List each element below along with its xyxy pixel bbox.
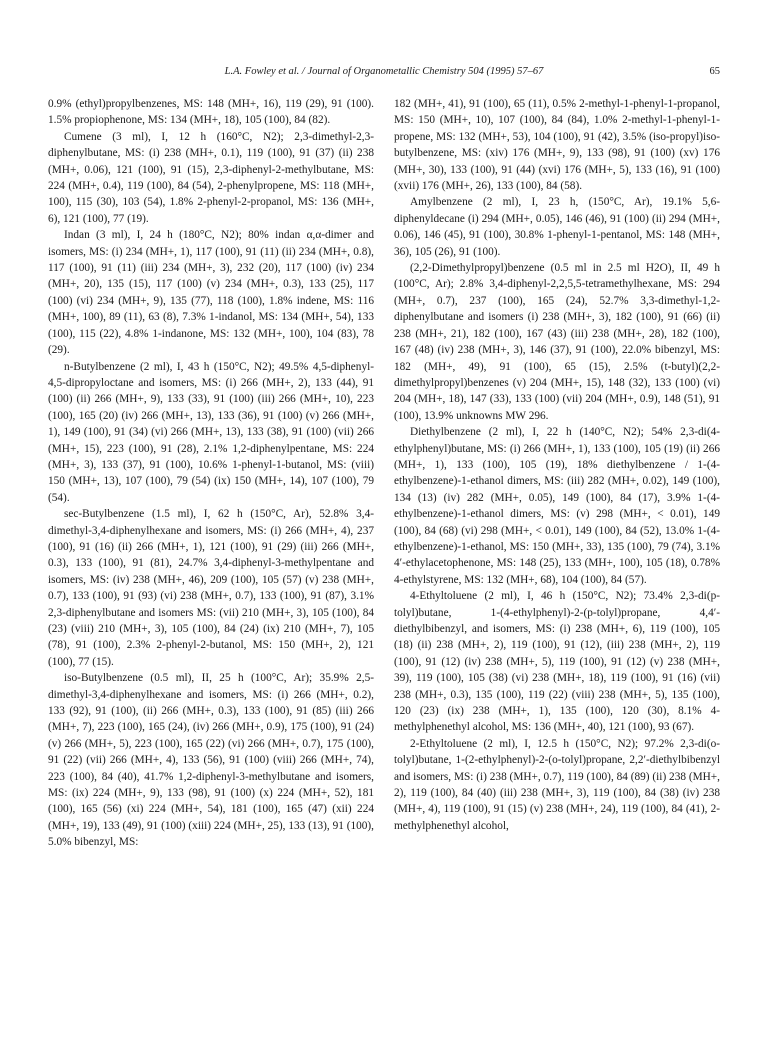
paragraph: Cumene (3 ml), I, 12 h (160°C, N2); 2,3-dimethyl-2,3-diphenylbutane, MS: (i) 238 (MH+, 0.1), 119 (100), 91 (37) (ii) 238 (MH+, 0.06), 121 (100), 91 (15), 2,3-diphenyl-2-methylbutane, MS: 224 (MH+, 0.4), 119 (100), 84 (54), 2-phenylpropene, MS: 118 (MH+, 100), 115 (30), 103 (54), 1.8% 2-phenyl-2-propanol, MS: 136 (MH+, 6), 121 (100), 77 (19). <box>48 130 374 225</box>
paragraph: 182 (MH+, 41), 91 (100), 65 (11), 0.5% 2-methyl-1-phenyl-1-propanol, MS: 150 (MH+, 10), 107 (100), 84 (84), 1.0% 2-methyl-1-phenyl-1-propene, MS: 132 (MH+, 53), 104 (100), 91 (42), 3.5% (iso-propyl)iso-butylbenzene, MS: (xiv) 176 (MH+, 9), 133 (98), 91 (100) (xv) 176 (MH+, 30), 133 (100), 91 (44) (xvi) 176 (MH+, 5), 133 (16), 91 (100) (xvii) 176 (MH+, 26), 133 (100), 84 (58). <box>394 98 720 193</box>
paragraph: 4-Ethyltoluene (2 ml), I, 46 h (150°C, N2); 73.4% 2,3-di(p-tolyl)butane, 1-(4-ethylphenyl)-2-(p-tolyl)propane, 4,4′-diethylbibenzyl, and isomers, MS: (i) 238 (MH+, 6), 119 (100), 105 (18) (ii) 238 (MH+, 2), 119 (100), 91 (12), (iii) 238 (MH+, 2), 119 (100), 91 (12) (iv) 238 (MH+, 5), 119 (100), 91 (12) (v) 238 (MH+, 39), 119 (100), 105 (38) (vi) 238 (MH+, 18), 119 (100), 91 (16) (vii) 238 (MH+, 0.3), 135 (100), 119 (22) (viii) 238 (MH+, 5), 135 (100), 120 (23) (ix) 238 (MH+, 1), 135 (100), 120 (30), 8.1% 4-methylphenethyl alcohol, MS: 136 (MH+, 40), 121 (100), 93 (67). <box>394 590 720 734</box>
paragraph: Amylbenzene (2 ml), I, 23 h, (150°C, Ar), 19.1% 5,6-diphenyldecane (i) 294 (MH+, 0.05), 146 (46), 91 (100) (ii) 294 (MH+, 0.06), 146 (45), 91 (100), 30.8% 1-phenyl-1-pentanol, MS: 148 (MH+, 36), 105 (26), 91 (100). <box>394 196 720 258</box>
right-column <box>394 96 720 1030</box>
paragraph: Indan (3 ml), I, 24 h (180°C, N2); 80% indan α,α-dimer and isomers, MS: (i) 234 (MH+, 1), 117 (100), 91 (11) (ii) 234 (MH+, 0.8), 117 (100), 91 (11) (iii) 234 (MH+, 3), 232 (20), 117 (100) (iv) 234 (MH+, 20), 135 (15), 117 (100) (v) 234 (MH+, 0.3), 133 (25), 117 (100) (vi) 234 (MH+, 9), 135 (77), 118 (100), 1.8% indene, MS: 116 (MH+, 100), 89 (11), 63 (8), 7.3% 1-indanol, MS: 134 (MH+, 54), 133 (100), 115 (22), 4.8% 1-indanone, MS: 132 (MH+, 100), 104 (83), 78 (29). <box>48 229 374 357</box>
journal-citation: L.A. Fowley et al. / Journal of Organometallic Chemistry 504 (1995) 57–67 <box>224 66 544 77</box>
running-head <box>48 66 720 82</box>
page-number: 65 <box>709 66 720 77</box>
left-column <box>48 96 374 1030</box>
paragraph: iso-Butylbenzene (0.5 ml), II, 25 h (100°C, Ar); 35.9% 2,5-dimethyl-3,4-diphenylhexane and isomers, MS: (i) 266 (MH+, 0.2), 133 (92), 91 (100), (ii) 266 (MH+, 0.3), 133 (100), 91 (85) (iii) 266 (MH+, 7), 223 (100), 165 (24), (iv) 266 (MH+, 0.9), 175 (100), 91 (24) (v) 266 (MH+, 5), 223 (100), 165 (22) (vi) 266 (MH+, 0.7), 175 (100), 91 (22) (vii) 266 (MH+, 4), 133 (56), 91 (100) (viii) 266 (MH+, 74), 223 (100), 84 (40), 41.7% 1,2-diphenyl-3-methylbutane and isomers, MS: (ix) 224 (MH+, 9), 133 (98), 91 (100) (x) 224 (MH+, 52), 181 (100), 165 (56) (xi) 224 (MH+, 54), 181 (100), 165 (47) (xii) 224 (MH+, 19), 133 (49), 91 (100) (xiii) 224 (MH+, 25), 133 (13), 91 (100), 5.0% bibenzyl, MS: <box>48 672 374 849</box>
paragraph: n-Butylbenzene (2 ml), I, 43 h (150°C, N2); 49.5% 4,5-diphenyl-4,5-dipropyloctane and isomers, MS: (i) 266 (MH+, 2), 133 (44), 91 (100) (ii) 266 (MH+, 9), 133 (33), 91 (100) (iii) 266 (MH+, 10), 223 (100), 165 (20) (iv) 266 (MH+, 13), 133 (36), 91 (100) (v) 266 (MH+, 1), 149 (100), 91 (34) (vi) 266 (MH+, 13), 133 (38), 91 (100) (vii) 266 (MH+, 15), 223 (100), 91 (28), 2.1% 1,2-diphenylpentane, MS: 224 (MH+, 3), 133 (37), 91 (100), 10.6% 1-phenyl-1-butanol, MS: (viii) 150 (MH+, 13), 107 (100), 79 (54) (ix) 150 (MH+, 14), 107 (100), 79 (54). <box>48 360 374 504</box>
paragraph: 0.9% (ethyl)propylbenzenes, MS: 148 (MH+, 16), 119 (29), 91 (100). 1.5% propiophenone, MS: 134 (MH+, 18), 105 (100), 84 (82). <box>48 98 374 127</box>
paragraph: Diethylbenzene (2 ml), I, 22 h (140°C, N2); 54% 2,3-di(4-ethylphenyl)butane, MS: (i) 266 (MH+, 1), 133 (100), 105 (19) (ii) 266 (MH+, 1), 133 (100), 105 (19), 18% diethylbenzene / 1-(4-ethylbenzene)-1-ethanol dimers, MS: (iii) 282 (MH+, 0.02), 149 (100), 134 (13) (iv) 282 (MH+, 0.05), 149 (100), 84 (17), 3.9% 1-(4-ethylbenzene)-1-ethanol dimers, MS: (v) 298 (MH+, < 0.01), 149 (100), 84 (68) (vi) 298 (MH+, < 0.01), 149 (100), 84 (52), 13.0% 1-(4-ethylbenzene)-1-ethanol, MS: 150 (MH+, 33), 135 (100), 79 (74), 3.1% 4′-ethylacetophenone, MS: 148 (25), 133 (MH+, 100), 105 (18), 0.78% 4-ethylstyrene, MS: 132 (MH+, 68), 104 (100), 84 (57). <box>394 426 720 586</box>
paragraph: (2,2-Dimethylpropyl)benzene (0.5 ml in 2.5 ml H2O), II, 49 h (100°C, Ar); 2.8% 3,4-diphenyl-2,2,5,5-tetramethylhexane, MS: 294 (MH+, 0.7), 237 (100), 165 (24), 52.7% 3,3-dimethyl-1,2-diphenylbutane and isomers (i) 238 (MH+, 3), 182 (100), 91 (66) (ii) 238 (MH+, 21), 182 (100), 167 (43) (iii) 238 (MH+, 28), 182 (100), 167 (48) (iv) 238 (MH+, 3), 146 (37), 91 (100), 22.0% bibenzyl, MS: 182 (MH+, 49), 91 (100), 65 (15), 2.5% (t-butyl)(2,2-dimethylpropyl)benzenes (v) 204 (MH+, 15), 148 (32), 133 (100) (vi) 204 (MH+, 18), 147 (33), 133 (100) (vii) 204 (MH+, 0.9), 148 (51), 91 (100), 13.9% unknowns MW 296. <box>394 262 720 422</box>
paragraph: 2-Ethyltoluene (2 ml), I, 12.5 h (150°C, N2); 97.2% 2,3-di(o-tolyl)butane, 1-(2-ethylphenyl)-2-(o-tolyl)propane, 2,2′-diethylbibenzyl and isomers, MS: (i) 238 (MH+, 0.7), 119 (100), 84 (89) (ii) 238 (MH+, 2), 119 (100), 84 (40) (iii) 238 (MH+, 3), 119 (100), 84 (38) (iv) 238 (MH+, 4), 119 (100), 91 (15) (v) 238 (MH+, 24), 119 (100), 84 (41), 2-methylphenethyl alcohol, <box>394 737 720 832</box>
paragraph: sec-Butylbenzene (1.5 ml), I, 62 h (150°C, Ar), 52.8% 3,4-dimethyl-3,4-diphenylhexane and isomers, MS: (i) 266 (MH+, 4), 237 (100), 91 (16) (ii) 266 (MH+, 1), 121 (100), 91 (29) (iii) 266 (MH+, 0.3), 133 (100), 91 (81), 24.7% 3,4-diphenyl-3-methylpentane and isomers, MS: (iv) 238 (MH+, 46), 209 (100), 105 (57) (v) 238 (MH+, 0.7), 133 (100), 91 (93) (vi) 238 (MH+, 0.7), 133 (100), 91 (87), 3.1% 2,3-diphenylbutane and isomers MS: (vii) 210 (MH+, 3), 105 (100), 84 (23) (viii) 210 (MH+, 3), 105 (100), 84 (24) (ix) 210 (MH+, 7), 105 (78), 91 (100), 2.3% 2-phenyl-2-butanol, MS: 150 (MH+, 2), 121 (100), 77 (15). <box>48 508 374 668</box>
